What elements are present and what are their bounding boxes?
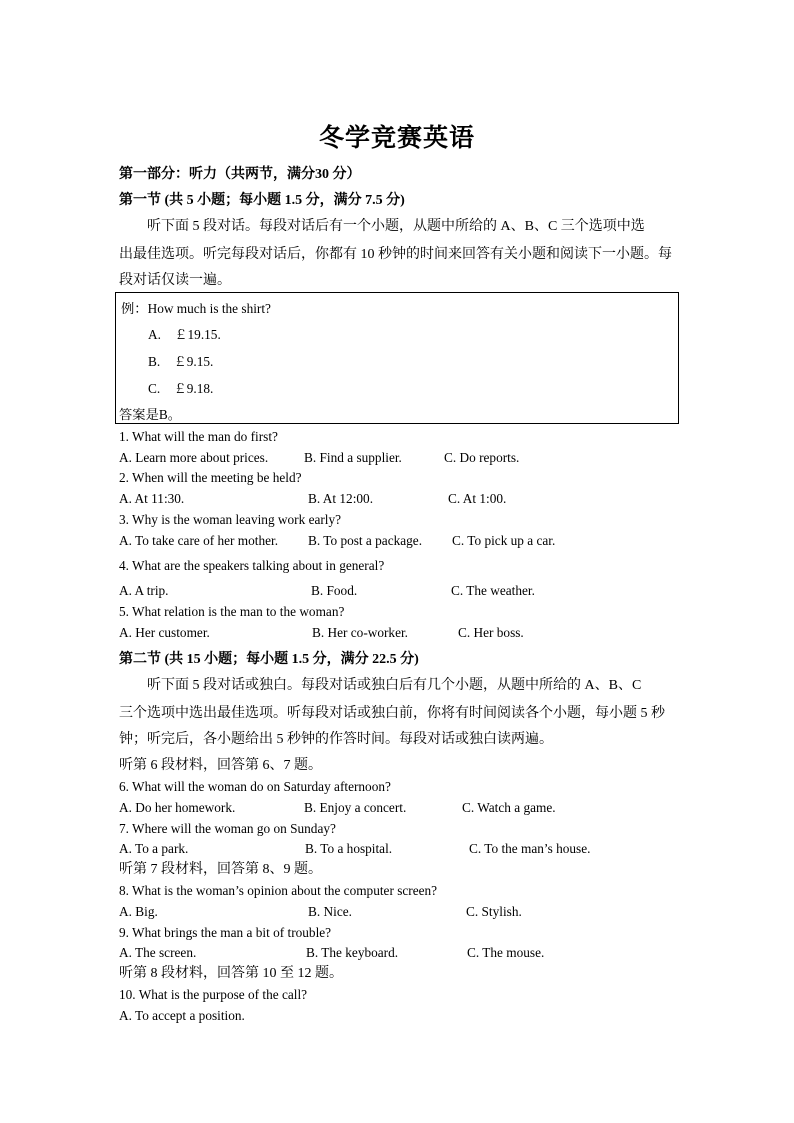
example-option-c: C. ￡9.18. [148, 381, 214, 396]
material-6-note: 听第 6 段材料，回答第 6、7 题。 [119, 758, 322, 773]
q4-option-b: B. Food. [311, 583, 358, 598]
q8-option-c: C. Stylish. [466, 904, 522, 919]
question-7: 7. Where will the woman go on Sunday? [119, 821, 336, 836]
example-question: 例：How much is the shirt? [121, 301, 271, 316]
q3-option-a: A. To take care of her mother. [119, 533, 279, 548]
section2-instructions-line3: 钟；听完后，各小题给出 5 秒钟的作答时间。每段对话或独白读两遍。 [119, 732, 553, 747]
q9-option-c: C. The mouse. [467, 945, 545, 960]
q1-option-b: B. Find a supplier. [304, 450, 402, 465]
section2-instructions-line2: 三个选项中选出最佳选项。听每段对话或独白前，你将有时间阅读各个小题，每小题 5 秒 [119, 706, 665, 721]
q8-option-b: B. Nice. [308, 904, 352, 919]
section2-heading: 第二节 (共 15 小题；每小题 1.5 分，满分 22.5 分) [119, 652, 419, 667]
q9-option-a: A. The screen. [119, 945, 197, 960]
section1-instructions-line2: 出最佳选项。听完每段对话后，你都有 10 秒钟的时间来回答有关小题和阅读下一小题。每 [119, 247, 672, 262]
q2-option-c: C. At 1:00. [448, 491, 507, 506]
material-8-note: 听第 8 段材料，回答第 10 至 12 题。 [119, 966, 343, 981]
question-8: 8. What is the woman’s opinion about the computer screen? [119, 883, 438, 898]
q10-option-a: A. To accept a position. [119, 1008, 245, 1023]
q9-option-b: B. The keyboard. [306, 945, 399, 960]
q2-option-b: B. At 12:00. [308, 491, 374, 506]
question-9: 9. What brings the man a bit of trouble? [119, 925, 332, 940]
question-3: 3. Why is the woman leaving work early? [119, 512, 342, 527]
q2-option-a: A. At 11:30. [119, 491, 185, 506]
q4-option-c: C. The weather. [451, 583, 535, 598]
q7-option-c: C. To the man’s house. [469, 841, 591, 856]
q8-option-a: A. Big. [119, 904, 158, 919]
q4-option-a: A. A trip. [119, 583, 169, 598]
q6-option-a: A. Do her homework. [119, 800, 236, 815]
material-7-note: 听第 7 段材料，回答第 8、9 题。 [119, 862, 322, 877]
q5-option-c: C. Her boss. [458, 625, 524, 640]
question-6: 6. What will the woman do on Saturday afternoon? [119, 779, 391, 794]
q1-option-a: A. Learn more about prices. [119, 450, 269, 465]
q1-option-c: C. Do reports. [444, 450, 520, 465]
section1-instructions-line3: 段对话仅读一遍。 [119, 273, 231, 288]
q5-option-b: B. Her co-worker. [312, 625, 408, 640]
q6-option-c: C. Watch a game. [462, 800, 556, 815]
question-10: 10. What is the purpose of the call? [119, 987, 308, 1002]
example-answer: 答案是B。 [119, 407, 182, 422]
q3-option-b: B. To post a package. [308, 533, 423, 548]
page-title: 冬学竞赛英语 [318, 125, 475, 152]
q3-option-c: C. To pick up a car. [452, 533, 556, 548]
example-option-b: B. ￡9.15. [148, 354, 214, 369]
q7-option-b: B. To a hospital. [305, 841, 393, 856]
example-option-a: A. ￡19.15. [148, 327, 221, 342]
q7-option-a: A. To a park. [119, 841, 189, 856]
section1-heading: 第一节 (共 5 小题；每小题 1.5 分，满分 7.5 分) [119, 193, 405, 208]
question-2: 2. When will the meeting be held? [119, 470, 302, 485]
question-4: 4. What are the speakers talking about in general? [119, 558, 385, 573]
q6-option-b: B. Enjoy a concert. [304, 800, 407, 815]
part1-heading: 第一部分：听力（共两节，满分30 分） [119, 167, 361, 182]
section1-instructions-line1: 听下面 5 段对话。每段对话后有一个小题，从题中所给的 A、B、C 三个选项中选 [147, 219, 645, 234]
q5-option-a: A. Her customer. [119, 625, 210, 640]
question-5: 5. What relation is the man to the woman? [119, 604, 345, 619]
question-1: 1. What will the man do first? [119, 429, 278, 444]
section2-instructions-line1: 听下面 5 段对话或独白。每段对话或独白后有几个小题，从题中所给的 A、B、C [147, 678, 642, 693]
